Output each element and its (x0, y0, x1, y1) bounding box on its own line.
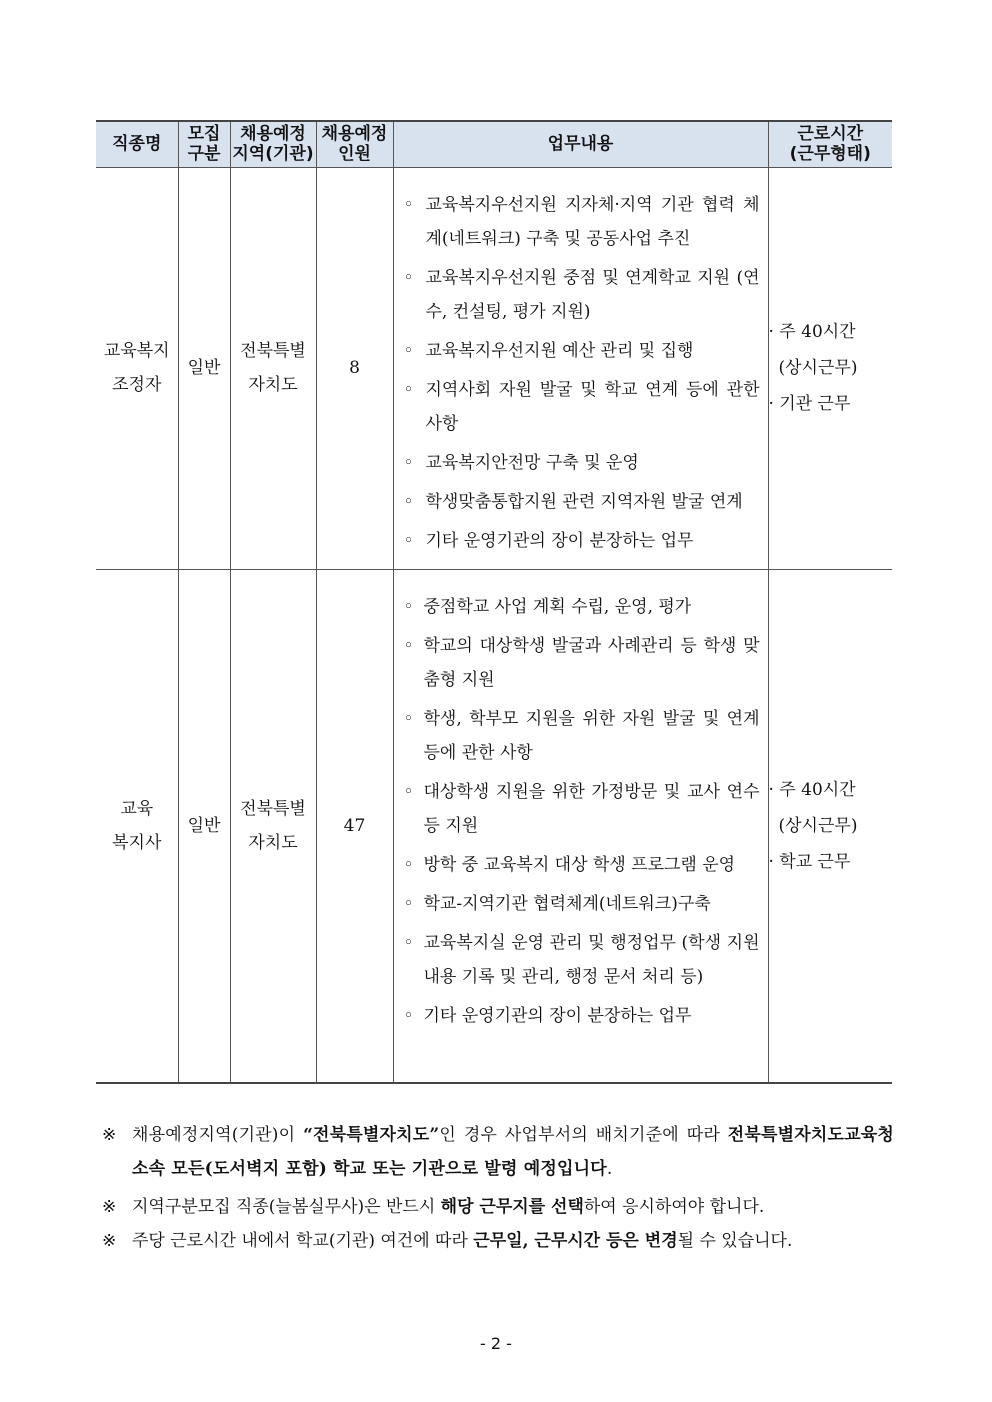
notes-section (102, 1118, 894, 1258)
table-row (96, 569, 892, 1083)
header-count: 채용예정 인원 (316, 121, 393, 167)
duty-item: ◦ 기타 운영기관의 장이 분장하는 업무 (403, 530, 694, 551)
hours-cell: · 주 40시간 (상시근무) · 기관 근무 (768, 167, 892, 569)
table-header-row (96, 121, 892, 167)
duty-item: ◦ 교육복지우선지원 예산 관리 및 집행 (403, 340, 694, 361)
note-workplace-selection: ※ 지역구분모집 직종(늘봄실무사)은 반드시 해당 근무지를 선택하여 응시하여야 합니다. (102, 1197, 765, 1217)
job-title-cell: 교육복지 조정자 (96, 167, 178, 569)
headcount-cell: 8 (316, 167, 393, 569)
duty-item: ◦ 지역사회 자원 발굴 및 학교 연계 등에 관한 사항 (403, 379, 760, 434)
hours-cell: · 주 40시간 (상시근무) · 학교 근무 (768, 569, 892, 1083)
duties-cell (393, 167, 768, 569)
duty-item: ◦ 대상학생 지원을 위한 가정방문 및 교사 연수 등 지원 (403, 781, 760, 836)
recruit-type-cell: 일반 (178, 167, 230, 569)
headcount-cell: 47 (316, 569, 393, 1083)
duty-item: ◦ 교육복지우선지원 지자체·지역 기관 협력 체계(네트워크) 구축 및 공동사업 추진 (403, 194, 760, 249)
header-duties: 업무내용 (393, 121, 768, 167)
duty-item: ◦ 교육복지우선지원 중점 및 연계학교 지원 (연수, 컨설팅, 평가 지원) (403, 267, 760, 322)
note-schedule-change: ※ 주당 근로시간 내에서 학교(기관) 여건에 따라 근무일, 근무시간 등은 변경될 수 있습니다. (102, 1231, 793, 1251)
header-hours: 근로시간 (근무형태) (768, 121, 892, 167)
job-title-cell: 교육 복지사 (96, 569, 178, 1083)
duty-list (394, 570, 768, 1033)
recruit-type-cell: 일반 (178, 569, 230, 1083)
header-recruit: 모집 구분 (178, 121, 230, 167)
header-job: 직종명 (96, 121, 178, 167)
note-assignment: ※ 채용예정지역(기관)이 “전북특별자치도”인 경우 사업부서의 배치기준에 따라 전북특별자치도교육청 소속 모든(도서벽지 포함) 학교 또는 기관으로 발령 예정입니다. (102, 1125, 894, 1179)
duty-item: ◦ 교육복지실 운영 관리 및 행정업무 (학생 지원내용 기록 및 관리, 행정 문서 처리 등) (403, 932, 760, 987)
header-region: 채용예정 지역(기관) (230, 121, 316, 167)
region-cell: 전북특별 자치도 (230, 569, 316, 1083)
duty-item: ◦ 학교의 대상학생 발굴과 사례관리 등 학생 맞춤형 지원 (403, 635, 760, 690)
duty-item: ◦ 학생, 학부모 지원을 위한 자원 발굴 및 연계 등에 관한 사항 (403, 708, 760, 763)
page-number: - 2 - (480, 1334, 512, 1353)
duties-cell (393, 569, 768, 1083)
duty-item: ◦ 학생맞춤통합지원 관련 지역자원 발굴 연계 (403, 491, 743, 512)
duty-item: ◦ 기타 운영기관의 장이 분장하는 업무 (403, 1005, 692, 1026)
region-cell: 전북특별 자치도 (230, 167, 316, 569)
duty-list (394, 168, 768, 558)
job-table (96, 120, 892, 1084)
duty-item: ◦ 방학 중 교육복지 대상 학생 프로그램 운영 (403, 854, 736, 875)
table-row (96, 167, 892, 569)
duty-item: ◦ 교육복지안전망 구축 및 운영 (403, 452, 639, 473)
duty-item: ◦ 학교-지역기관 협력체계(네트워크)구축 (403, 893, 711, 914)
duty-item: ◦ 중점학교 사업 계획 수립, 운영, 평가 (403, 596, 692, 617)
